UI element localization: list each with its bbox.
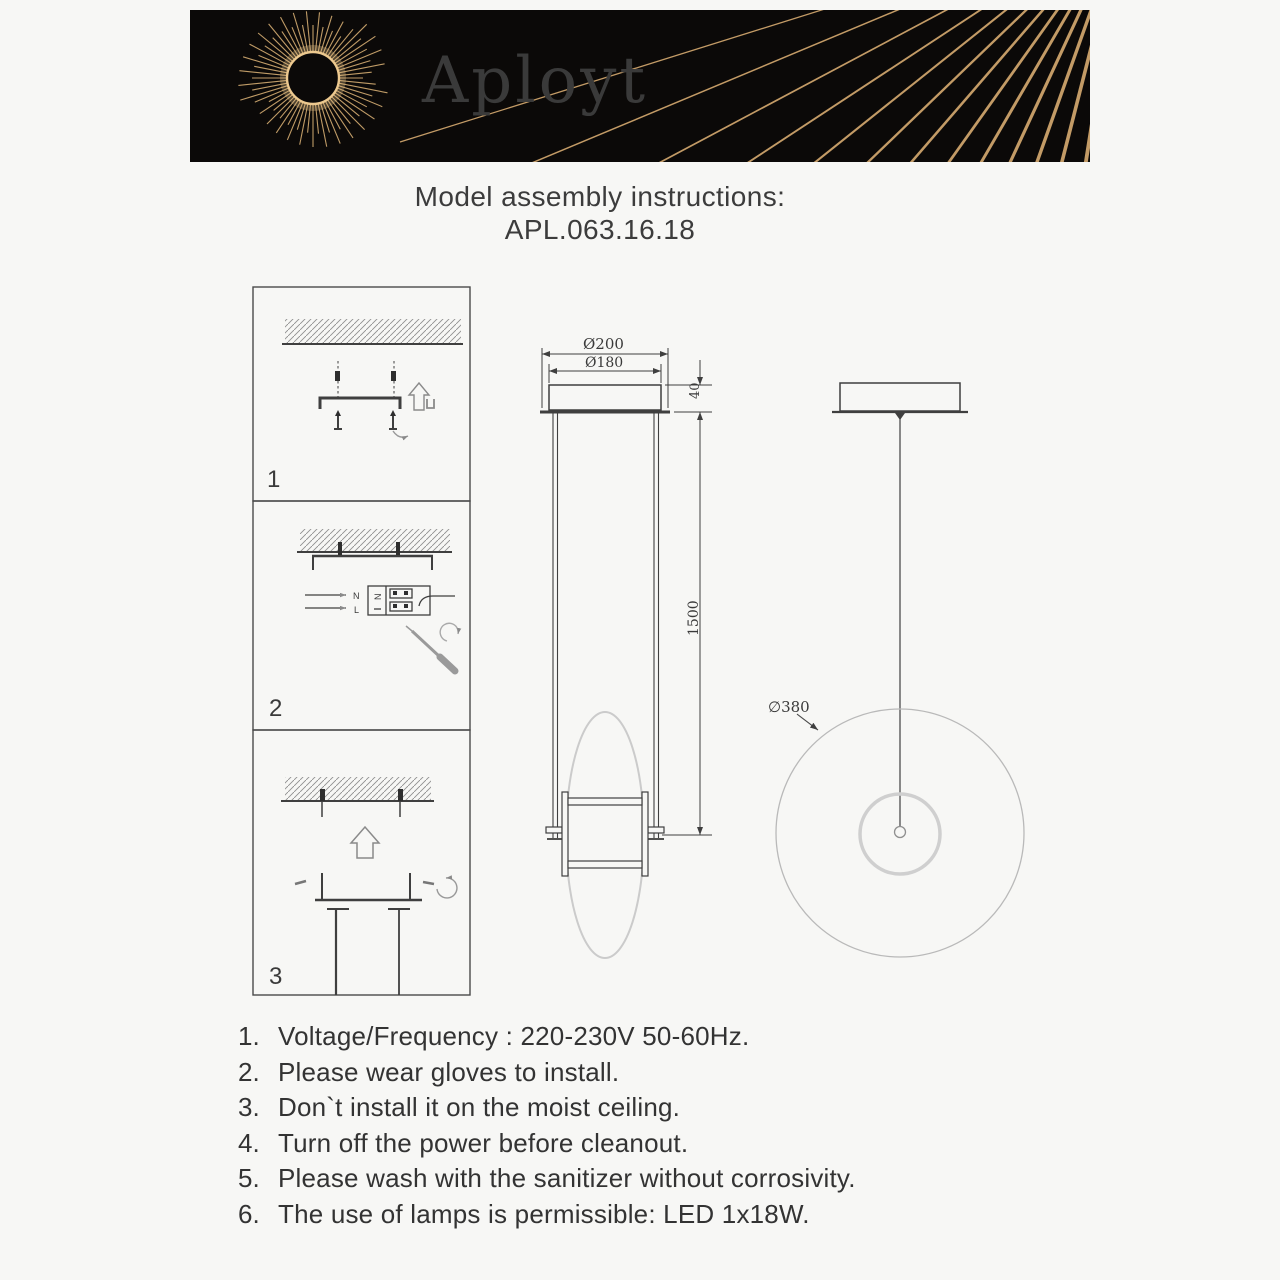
title-block — [190, 180, 1010, 246]
lamp-holder-frame — [546, 792, 664, 876]
anchor-icon — [335, 371, 340, 381]
panel-3-box — [253, 730, 470, 995]
model-number: APL.063.16.18 — [504, 214, 696, 245]
dim-leader — [797, 714, 818, 730]
cable-grip — [895, 827, 906, 838]
dim-canopy-inner-label: Ø180 — [585, 355, 624, 371]
item-text: Please wear gloves to install. — [278, 1056, 620, 1087]
instruction-item — [238, 1199, 1078, 1235]
item-text: Don`t install it on the moist ceiling. — [278, 1092, 681, 1123]
item-number: 1. — [238, 1021, 260, 1051]
item-number: 2. — [238, 1056, 260, 1087]
item-text: Voltage/Frequency : 220-230V 50-60Hz. — [278, 1021, 750, 1051]
instruction-item — [238, 1021, 1078, 1057]
supply-wires — [305, 595, 346, 608]
instructions-list — [238, 1021, 1078, 1235]
wire-n-label: N — [353, 591, 360, 601]
screw-icon — [334, 410, 342, 429]
instruction-item — [238, 1092, 1078, 1128]
ceiling-hatch — [300, 529, 450, 551]
item-number: 3. — [238, 1092, 260, 1123]
item-number: 4. — [238, 1127, 260, 1158]
screwdriver-icon — [406, 626, 455, 671]
dim-canopy-outer-label: Ø200 — [583, 335, 624, 353]
banner-art — [190, 10, 1090, 162]
instruction-item — [238, 1163, 1078, 1199]
front-view-drawing — [776, 383, 1024, 957]
panel-2-drawing — [297, 529, 458, 671]
side-view-drawing — [540, 335, 712, 958]
screw-icon — [389, 410, 397, 429]
up-arrow-icon — [351, 827, 379, 858]
brand-name: Aployt — [422, 44, 649, 118]
instruction-item — [238, 1057, 1078, 1093]
brand-banner — [190, 10, 1090, 162]
panel-1-number: 1 — [267, 466, 281, 493]
panel-2-number: 2 — [269, 695, 283, 722]
canopy-body — [549, 385, 661, 410]
rotate-arrow-icon — [440, 623, 458, 641]
anchor-icon — [391, 371, 396, 381]
item-number: 5. — [238, 1163, 260, 1194]
assembly-diagram — [190, 260, 1090, 1010]
step-panels — [253, 287, 470, 995]
up-arrow-icon — [409, 383, 429, 410]
panel-3-number: 3 — [269, 963, 283, 990]
item-text: The use of lamps is permissible: LED 1x18W. — [278, 1198, 810, 1229]
dim-drop-length-label: 1500 — [686, 600, 702, 636]
wire-l-label: L — [354, 605, 360, 615]
screw-icon — [295, 881, 306, 884]
instruction-item — [238, 1128, 1078, 1164]
hook-icon — [427, 399, 434, 408]
panel-3-drawing — [281, 777, 457, 995]
panel-1-drawing — [282, 319, 463, 437]
item-number: 6. — [238, 1198, 260, 1229]
mounting-bracket — [320, 398, 400, 409]
page-title: Model assembly instructions: — [414, 181, 786, 212]
item-text: Turn off the power before cleanout. — [278, 1127, 689, 1158]
rotate-arrow-icon — [437, 878, 457, 898]
canopy-front — [840, 383, 960, 411]
rotate-arrow-icon — [393, 431, 408, 437]
terminal-n-label: N — [373, 593, 383, 600]
item-text: Please wash with the sanitizer without corrosivity. — [278, 1163, 856, 1194]
dim-canopy-height-label: 40 — [688, 382, 703, 399]
ceiling-hatch — [285, 777, 431, 800]
ceiling-hatch — [285, 319, 461, 343]
screw-icon — [423, 882, 434, 884]
dim-disc-diameter-label: ∅380 — [768, 698, 810, 716]
